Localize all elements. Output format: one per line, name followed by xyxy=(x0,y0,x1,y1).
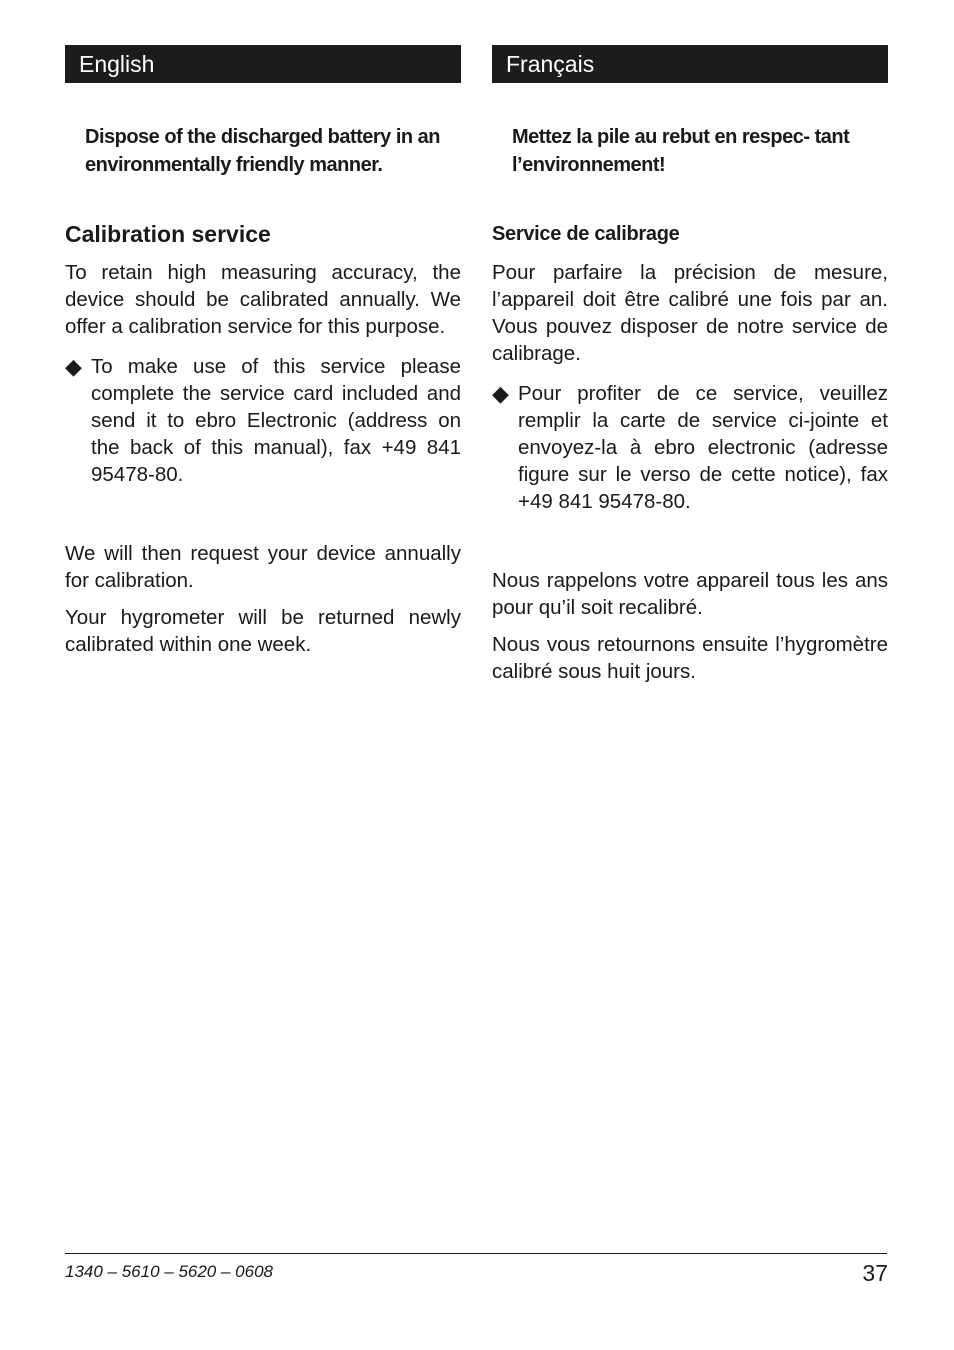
follow-up-paragraph: We will then request your device annually for calibration. xyxy=(65,542,461,592)
return-paragraph: Nous vous retournons ensuite l’hygromètre calibré sous huit jours. xyxy=(492,633,888,683)
battery-disposal-notice: Mettez la pile au rebut en respec- tant l’environnement! xyxy=(512,126,850,176)
diamond-bullet-icon: ◆ xyxy=(65,354,82,379)
intro-paragraph: To retain high measuring accuracy, the device should be calibrated annually. We offer a calibration service for this purpose. xyxy=(65,261,461,338)
section-heading: Calibration service xyxy=(65,221,271,247)
french-column xyxy=(492,45,888,685)
follow-up-paragraph: Nous rappelons votre appareil tous les ans pour qu’il soit recalibré. xyxy=(492,569,888,619)
bullet-item xyxy=(65,353,461,488)
document-code: 1340 – 5610 – 5620 – 0608 xyxy=(65,1262,273,1281)
page-number: 37 xyxy=(862,1260,888,1286)
footer-divider xyxy=(65,1253,887,1254)
section-heading: Service de calibrage xyxy=(492,223,680,245)
bullet-item xyxy=(492,380,888,515)
bullet-text: Pour profiter de ce service, veuillez remplir la carte de service ci-jointe et envoyez-la à ebro electronic (adresse figure sur le verso de cette notice), fax +49 841 95478-80. xyxy=(518,382,888,513)
intro-paragraph: Pour parfaire la précision de mesure, l’appareil doit être calibré une fois par an. Vous pouvez disposer de notre service de calibrage. xyxy=(492,261,888,365)
return-paragraph: Your hygrometer will be returned newly calibrated within one week. xyxy=(65,606,461,656)
diamond-bullet-icon: ◆ xyxy=(492,381,509,406)
english-column xyxy=(65,45,461,658)
battery-disposal-notice: Dispose of the discharged battery in an environmentally friendly manner. xyxy=(85,126,441,176)
language-header-english: English xyxy=(65,45,461,83)
bullet-text: To make use of this service please complete the service card included and send it to ebro Electronic (address on the back of this manual), fax +49 841 95478-80. xyxy=(91,355,461,486)
language-header-french: Français xyxy=(492,45,888,83)
